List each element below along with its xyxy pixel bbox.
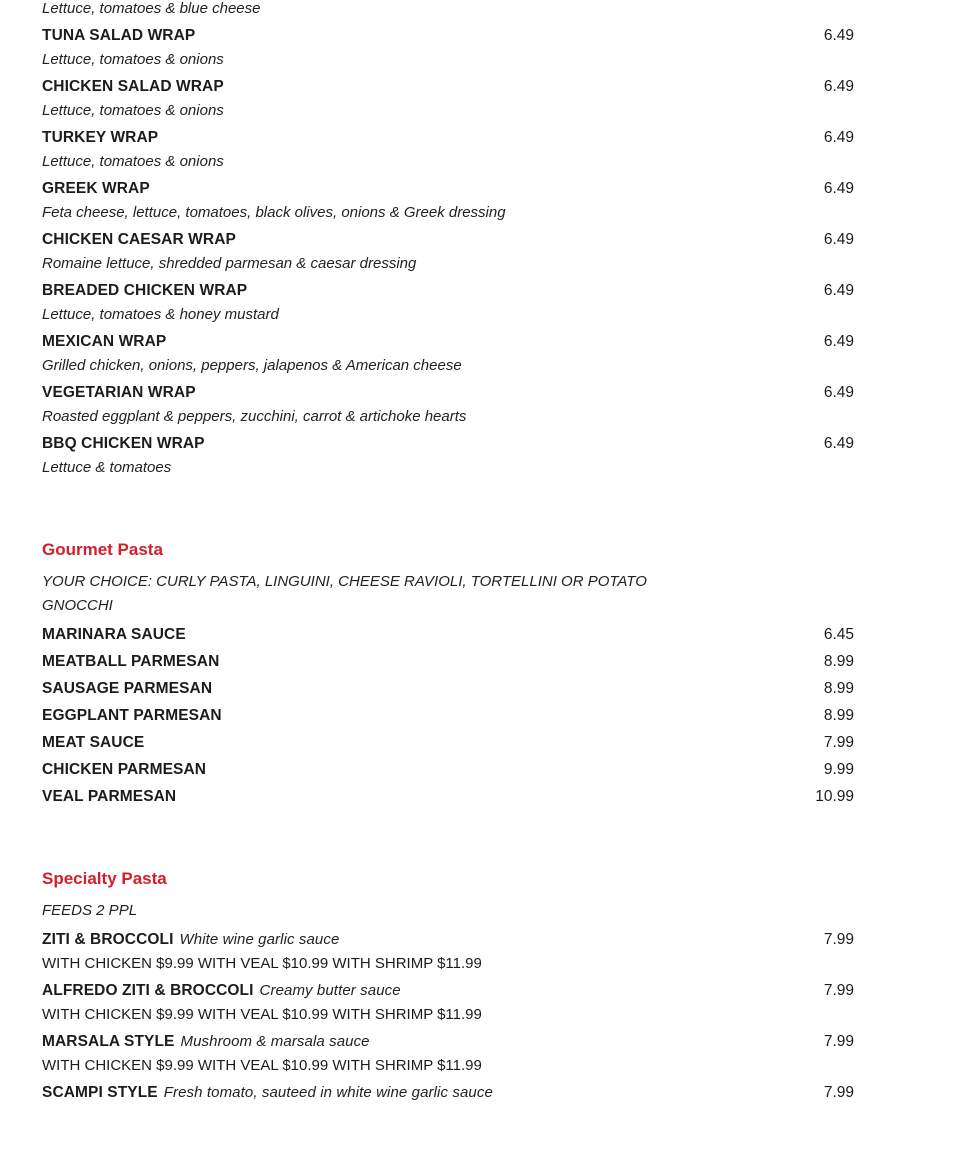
item-price: 6.49 xyxy=(823,333,854,350)
section-note: FEEDS 2 PPL xyxy=(42,902,138,919)
item-name xyxy=(42,929,339,951)
item-price: 6.49 xyxy=(823,384,854,401)
item-inline-description: Fresh tomato, sauteed in white wine garlic sauce xyxy=(163,1084,493,1101)
list-item[interactable] xyxy=(42,705,854,727)
item-price: 7.99 xyxy=(823,1033,854,1050)
item-name xyxy=(42,980,401,1002)
item-name-text: ALFREDO ZITI & BROCCOLI xyxy=(42,982,254,999)
item-price: 6.49 xyxy=(823,129,854,146)
item-description: Lettuce, tomatoes & onions xyxy=(42,102,224,119)
list-item[interactable] xyxy=(42,433,854,479)
list-item[interactable] xyxy=(42,759,854,781)
section-title: Specialty Pasta xyxy=(42,869,167,888)
item-name: VEGETARIAN WRAP xyxy=(42,384,196,401)
item-description: Lettuce, tomatoes & blue cheese xyxy=(42,0,261,17)
item-name: CHICKEN SALAD WRAP xyxy=(42,78,224,95)
list-item[interactable] xyxy=(42,382,854,428)
item-description: Feta cheese, lettuce, tomatoes, black olives, onions & Greek dressing xyxy=(42,204,506,221)
list-item[interactable] xyxy=(42,1082,854,1104)
item-name: VEAL PARMESAN xyxy=(42,788,177,805)
list-item[interactable] xyxy=(42,229,854,275)
item-name: MEATBALL PARMESAN xyxy=(42,653,220,670)
item-price: 10.99 xyxy=(815,788,854,805)
item-name: MEXICAN WRAP xyxy=(42,333,167,350)
list-item[interactable] xyxy=(42,127,854,173)
item-price: 7.99 xyxy=(823,982,854,999)
item-price: 6.49 xyxy=(823,435,854,452)
item-name-text: MARSALA STYLE xyxy=(42,1033,175,1050)
item-name: CHICKEN CAESAR WRAP xyxy=(42,231,236,248)
item-price: 7.99 xyxy=(823,734,854,751)
section-divider-space xyxy=(42,484,854,540)
item-name xyxy=(42,1082,493,1104)
item-price: 9.99 xyxy=(823,761,854,778)
item-name: SAUSAGE PARMESAN xyxy=(42,680,213,697)
item-description: Lettuce & tomatoes xyxy=(42,459,172,476)
item-name: TUNA SALAD WRAP xyxy=(42,27,196,44)
section-divider-space xyxy=(42,813,854,869)
list-item[interactable] xyxy=(42,178,854,224)
item-description: Grilled chicken, onions, peppers, jalapenos & American cheese xyxy=(42,357,462,374)
item-inline-description: White wine garlic sauce xyxy=(179,931,340,948)
item-name xyxy=(42,1031,370,1053)
item-price: 6.49 xyxy=(823,180,854,197)
item-price: 7.99 xyxy=(823,1084,854,1101)
list-item[interactable] xyxy=(42,786,854,808)
list-item[interactable] xyxy=(42,331,854,377)
list-item[interactable] xyxy=(42,980,854,1026)
list-item[interactable] xyxy=(42,678,854,700)
section-title: Gourmet Pasta xyxy=(42,540,163,559)
list-item[interactable] xyxy=(42,25,854,71)
item-price: 8.99 xyxy=(823,707,854,724)
item-name: BREADED CHICKEN WRAP xyxy=(42,282,248,299)
item-name: MEAT SAUCE xyxy=(42,734,145,751)
item-inline-description: Creamy butter sauce xyxy=(259,982,401,999)
item-price: 6.49 xyxy=(823,27,854,44)
item-price: 6.45 xyxy=(823,626,854,643)
section-wraps xyxy=(42,25,854,479)
item-price: 8.99 xyxy=(823,653,854,670)
item-name-text: SCAMPI STYLE xyxy=(42,1084,158,1101)
list-item[interactable] xyxy=(42,929,854,975)
list-item[interactable] xyxy=(42,624,854,646)
item-price: 7.99 xyxy=(823,931,854,948)
section-gourmet-pasta xyxy=(42,540,854,808)
list-item[interactable] xyxy=(42,280,854,326)
item-description: Lettuce, tomatoes & onions xyxy=(42,51,224,68)
item-name: GREEK WRAP xyxy=(42,180,150,197)
list-item xyxy=(42,0,854,20)
item-name: TURKEY WRAP xyxy=(42,129,159,146)
item-price: 6.49 xyxy=(823,231,854,248)
menu-content xyxy=(42,0,854,1104)
item-inline-description: Mushroom & marsala sauce xyxy=(180,1033,370,1050)
list-item[interactable] xyxy=(42,76,854,122)
item-description: Romaine lettuce, shredded parmesan & caesar dressing xyxy=(42,255,417,272)
item-name: BBQ CHICKEN WRAP xyxy=(42,435,205,452)
item-name-text: ZITI & BROCCOLI xyxy=(42,931,174,948)
list-item[interactable] xyxy=(42,732,854,754)
item-name: EGGPLANT PARMESAN xyxy=(42,707,222,724)
item-price: 6.49 xyxy=(823,78,854,95)
list-item[interactable] xyxy=(42,651,854,673)
section-note: YOUR CHOICE: CURLY PASTA, LINGUINI, CHEESE RAVIOLI, TORTELLINI OR POTATO GNOCCHI xyxy=(42,573,647,614)
item-description: Lettuce, tomatoes & honey mustard xyxy=(42,306,279,323)
item-description: Lettuce, tomatoes & onions xyxy=(42,153,224,170)
item-description: Roasted eggplant & peppers, zucchini, carrot & artichoke hearts xyxy=(42,408,467,425)
item-options: WITH CHICKEN $9.99 WITH VEAL $10.99 WITH SHRIMP $11.99 xyxy=(42,1006,482,1023)
item-price: 6.49 xyxy=(823,282,854,299)
item-options: WITH CHICKEN $9.99 WITH VEAL $10.99 WITH SHRIMP $11.99 xyxy=(42,1057,482,1074)
item-price: 8.99 xyxy=(823,680,854,697)
item-name: MARINARA SAUCE xyxy=(42,626,186,643)
item-options: WITH CHICKEN $9.99 WITH VEAL $10.99 WITH SHRIMP $11.99 xyxy=(42,955,482,972)
list-item[interactable] xyxy=(42,1031,854,1077)
item-name: CHICKEN PARMESAN xyxy=(42,761,207,778)
section-specialty-pasta xyxy=(42,869,854,1104)
